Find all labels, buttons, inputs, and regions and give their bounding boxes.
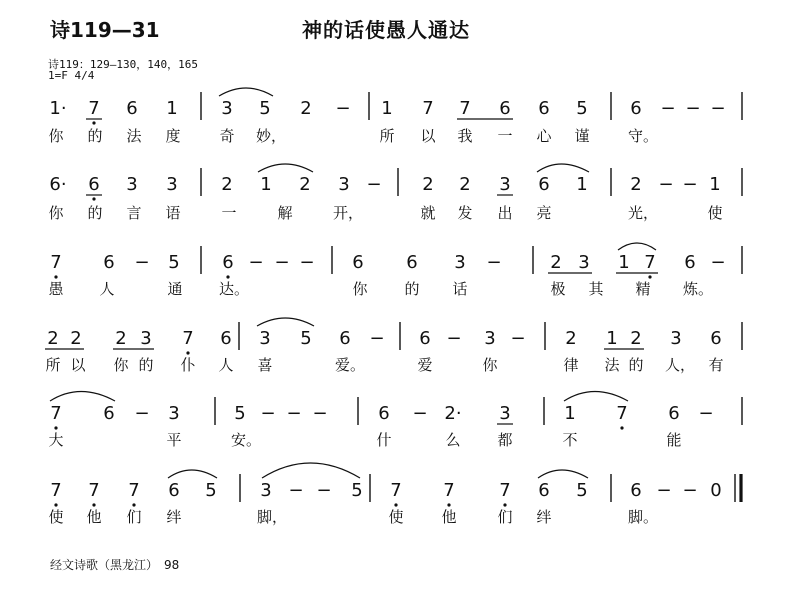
dash: − — [682, 174, 698, 195]
note: 2 — [630, 328, 642, 349]
note: 5 — [351, 480, 363, 501]
staff-line-3 — [48, 243, 742, 298]
note: 3 — [126, 174, 138, 195]
lyric: 你 — [482, 356, 498, 374]
dash: − — [312, 403, 328, 424]
staff-line-5 — [48, 392, 742, 450]
lyric: 们 — [126, 508, 142, 526]
slur — [258, 164, 313, 172]
note: 3 — [499, 403, 511, 424]
note: 3 — [259, 328, 271, 349]
lyric: 极 — [550, 280, 566, 298]
dash: − — [369, 328, 385, 349]
lyric: 奇 — [219, 127, 235, 145]
lyric: 你 — [352, 280, 368, 298]
lyric: 以 — [70, 356, 86, 374]
low-octave-dot — [54, 426, 57, 429]
lyric: 能 — [666, 431, 682, 449]
note: 6 — [103, 403, 115, 424]
lyric: 的 — [87, 204, 103, 222]
note: 6 — [88, 174, 100, 195]
lyric: 的 — [138, 356, 154, 374]
note: 5 — [576, 480, 588, 501]
low-octave-dot — [92, 121, 95, 124]
lyric: 光， — [627, 204, 659, 222]
dash: − — [698, 403, 714, 424]
song-title: 神的话使愚人通达 — [302, 18, 470, 42]
note: 1 — [576, 174, 588, 195]
lyric: 大 — [48, 431, 64, 449]
staff-line-2 — [48, 164, 742, 222]
lyric: 平 — [166, 431, 182, 449]
note: 7 — [644, 252, 656, 273]
note: 6 — [538, 98, 550, 119]
lyric: 度 — [165, 127, 181, 145]
note: 5 — [168, 252, 180, 273]
note: 5 — [234, 403, 246, 424]
dash: − — [710, 98, 726, 119]
note: 7 — [443, 480, 455, 501]
lyric: 脚。 — [627, 508, 659, 526]
note: 7 — [128, 480, 140, 501]
note: 6 — [538, 174, 550, 195]
note: 2 — [422, 174, 434, 195]
lyric: 你 — [48, 204, 64, 222]
lyric: 的 — [628, 356, 644, 374]
note: 7 — [182, 328, 194, 349]
note: 1 — [709, 174, 721, 195]
note: 6 — [378, 403, 390, 424]
lyric: 语 — [165, 204, 181, 222]
note: 6 — [710, 328, 722, 349]
dash: − — [366, 174, 382, 195]
note: 2 — [550, 252, 562, 273]
note: 3 — [221, 98, 233, 119]
lyric: 所 — [379, 127, 395, 145]
note: 3 — [578, 252, 590, 273]
low-octave-dot — [503, 503, 506, 506]
note: 5 — [205, 480, 217, 501]
lyric: 解 — [277, 204, 293, 222]
dash: − — [682, 480, 698, 501]
note: 6 — [538, 480, 550, 501]
lyric: 其 — [588, 280, 604, 298]
lyric: 炼。 — [682, 280, 714, 298]
dash: − — [710, 252, 726, 273]
note: 6 — [684, 252, 696, 273]
dash: − — [288, 480, 304, 501]
staff-line-6 — [48, 463, 741, 526]
note: 3 — [338, 174, 350, 195]
dash: − — [316, 480, 332, 501]
lyric: 通 — [167, 280, 183, 298]
lyric: 谨 — [574, 127, 590, 145]
lyric: 爱 — [417, 356, 433, 374]
lyric: 言 — [126, 204, 142, 222]
page-number: 98 — [164, 558, 180, 572]
dash: − — [134, 403, 150, 424]
lyric: 他 — [86, 508, 102, 526]
note: 7 — [390, 480, 402, 501]
note: 2 — [630, 174, 642, 195]
note: 7 — [616, 403, 628, 424]
note: 5 — [300, 328, 312, 349]
song-number: 诗119—31 — [50, 18, 160, 42]
dash: − — [660, 98, 676, 119]
note: 3 — [454, 252, 466, 273]
dash: − — [335, 98, 351, 119]
slur — [257, 318, 314, 326]
lyric: 脚， — [256, 508, 288, 526]
note: 6· — [49, 174, 67, 195]
note: 3 — [168, 403, 180, 424]
lyric: 的 — [87, 127, 103, 145]
lyric: 安。 — [230, 431, 262, 449]
lyric: 心 — [536, 127, 552, 145]
slur — [537, 164, 589, 172]
lyric: 喜 — [257, 356, 273, 374]
lyric: 话 — [452, 280, 468, 298]
dash: − — [248, 252, 264, 273]
lyric: 开， — [332, 204, 364, 222]
low-octave-dot — [648, 275, 651, 278]
lyric: 我 — [457, 127, 473, 145]
lyric: 一 — [497, 127, 513, 145]
lyric: 么 — [445, 431, 461, 449]
footer-source — [50, 556, 179, 573]
lyric: 亮 — [536, 204, 552, 222]
dash: − — [510, 328, 526, 349]
lyric: 达。 — [218, 280, 250, 298]
dash: − — [486, 252, 502, 273]
lyric: 你 — [113, 356, 129, 374]
lyric: 发 — [457, 204, 473, 222]
lyric: 妙， — [255, 127, 287, 145]
lyric: 愚 — [48, 280, 64, 298]
staff-line-1 — [48, 88, 742, 145]
lyric: 什 — [376, 431, 392, 449]
lyric: 他 — [441, 508, 457, 526]
note: 3 — [260, 480, 272, 501]
dash: − — [446, 328, 462, 349]
dash: − — [656, 480, 672, 501]
note: 7 — [50, 403, 62, 424]
dash: − — [412, 403, 428, 424]
note: 1 — [166, 98, 178, 119]
note: 2 — [47, 328, 59, 349]
note: 1 — [381, 98, 393, 119]
note: 6 — [668, 403, 680, 424]
note: 7 — [499, 480, 511, 501]
dash: − — [286, 403, 302, 424]
dash: − — [685, 98, 701, 119]
note: 3 — [484, 328, 496, 349]
low-octave-dot — [54, 503, 57, 506]
low-octave-dot — [132, 503, 135, 506]
dash: − — [260, 403, 276, 424]
slur — [618, 243, 656, 250]
note: 2 — [565, 328, 577, 349]
note: 6 — [220, 328, 232, 349]
lyric: 你 — [48, 127, 64, 145]
lyric: 使 — [707, 204, 723, 222]
lyric: 的 — [404, 280, 420, 298]
note: 1 — [260, 174, 272, 195]
lyric: 爱。 — [334, 356, 366, 374]
slur — [262, 463, 360, 478]
note: 6 — [630, 98, 642, 119]
low-octave-dot — [620, 426, 623, 429]
note: 6 — [168, 480, 180, 501]
low-octave-dot — [54, 275, 57, 278]
low-octave-dot — [92, 503, 95, 506]
note: 2· — [444, 403, 462, 424]
lyric: 有 — [708, 356, 724, 374]
note: 1· — [49, 98, 67, 119]
low-octave-dot — [92, 197, 95, 200]
lyric: 律 — [563, 356, 579, 374]
lyric: 一 — [221, 204, 237, 222]
low-octave-dot — [226, 275, 229, 278]
note: 6 — [126, 98, 138, 119]
dash: − — [274, 252, 290, 273]
note: 2 — [221, 174, 233, 195]
lyric: 人 — [99, 280, 115, 298]
note: 1 — [564, 403, 576, 424]
lyric: 以 — [420, 127, 436, 145]
dash: − — [658, 174, 674, 195]
source-label: 经文诗歌（黑龙江） — [50, 558, 159, 572]
note: 5 — [576, 98, 588, 119]
lyric: 使 — [388, 508, 404, 526]
lyric: 绊 — [536, 508, 552, 526]
slur — [219, 88, 273, 96]
staff-line-4 — [45, 318, 742, 374]
lyric: 都 — [497, 431, 513, 449]
low-octave-dot — [394, 503, 397, 506]
note: 6 — [339, 328, 351, 349]
note: 0 — [710, 480, 722, 501]
dash: − — [134, 252, 150, 273]
note: 6 — [406, 252, 418, 273]
lyric: 仆 — [180, 356, 196, 374]
lyric: 绊 — [166, 508, 182, 526]
dash: − — [299, 252, 315, 273]
slur — [168, 470, 217, 478]
note: 6 — [222, 252, 234, 273]
note: 3 — [670, 328, 682, 349]
lyric: 所 — [45, 356, 61, 374]
note: 1 — [606, 328, 618, 349]
note: 2 — [459, 174, 471, 195]
lyric: 们 — [497, 508, 513, 526]
note: 3 — [140, 328, 152, 349]
note: 7 — [459, 98, 471, 119]
note: 2 — [300, 98, 312, 119]
note: 3 — [499, 174, 511, 195]
note: 7 — [88, 480, 100, 501]
slur — [50, 392, 115, 402]
note: 6 — [630, 480, 642, 501]
note: 7 — [50, 480, 62, 501]
note: 6 — [103, 252, 115, 273]
lyric: 就 — [420, 204, 436, 222]
note: 7 — [50, 252, 62, 273]
note: 7 — [422, 98, 434, 119]
note: 1 — [618, 252, 630, 273]
lyric: 精 — [635, 280, 651, 298]
note: 2 — [70, 328, 82, 349]
lyric: 守。 — [627, 127, 659, 145]
key-signature: 1=F 4/4 — [48, 69, 95, 82]
slur — [538, 470, 588, 478]
note: 5 — [259, 98, 271, 119]
lyric: 法 — [604, 356, 620, 374]
scripture-reference: 诗119：129—130，140，165 — [48, 58, 198, 71]
note: 6 — [499, 98, 511, 119]
note: 6 — [352, 252, 364, 273]
low-octave-dot — [186, 351, 189, 354]
note: 2 — [299, 174, 311, 195]
low-octave-dot — [447, 503, 450, 506]
lyric: 出 — [497, 204, 513, 222]
note: 6 — [419, 328, 431, 349]
note: 7 — [88, 98, 100, 119]
lyric: 人 — [218, 356, 234, 374]
note: 2 — [115, 328, 127, 349]
lyric: 不 — [562, 431, 578, 449]
lyric: 使 — [48, 508, 64, 526]
lyric: 人， — [664, 356, 696, 374]
slur — [564, 392, 628, 402]
note: 3 — [166, 174, 178, 195]
lyric: 法 — [126, 127, 142, 145]
